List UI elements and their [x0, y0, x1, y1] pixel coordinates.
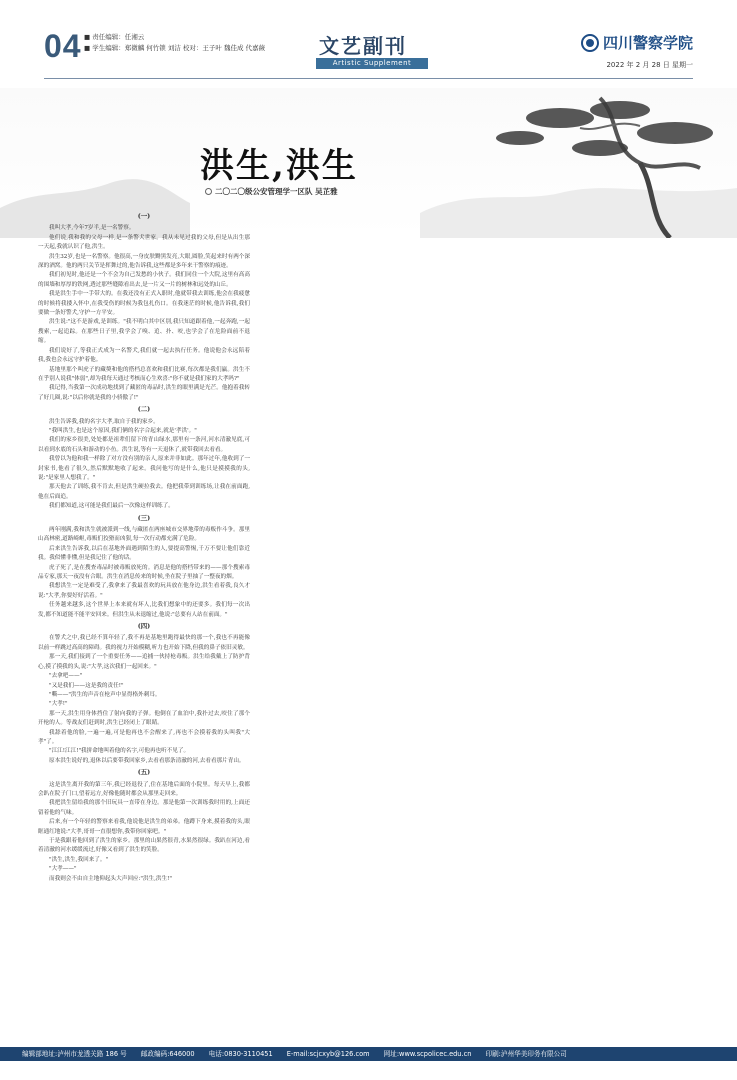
article-paragraph: 后来,有一个年轻的警察来看我,他说他是洪生的弟弟。他蹲下身来,摸着我的头,眼眶通红地说:"大孝,哥哥一直很想你,我带你回家吧。": [38, 819, 250, 835]
article-paragraph: 洪生32岁,也是一名警察。他很高,一身皮肤黝黑发亮,大眼,圆脸,笑起来时有两个深深的酒窝。他的两只关节是挥舞过的,他告诉我,这些都是多年来干警察的痕迹。: [38, 253, 250, 270]
section-heading: (二): [137, 405, 151, 414]
article-paragraph: 而我则会不由自主地仰起头大声回应:"洪生,洪生!": [49, 875, 172, 882]
article-paragraph: 那一天,我们接到了一个重要任务——追捕一伙持枪毒贩。洪生给我戴上了防护背心,摸了摸我的头,说:"大孝,这次我们一起回来。": [38, 654, 250, 670]
bullet-circle-icon: [205, 188, 212, 195]
section-heading: (四): [137, 622, 151, 631]
article-paragraph: "大孝——": [49, 866, 77, 873]
article-paragraph: 他们说,我和我的父母一样,是一条警犬世家。我从未见过我的父母,但是从出生那一天起,我就认识了他,洪生。: [38, 234, 250, 251]
article-paragraph: 虎子死了,是在搜查毒品时被毒贩放死的。消息是他的搭档带来的——那个搜索毒品专家,那天一夜没有合眼。洪生在消息传来的时候,坐在院子里抽了一整夜的烟。: [38, 564, 250, 581]
article-title: 洪生,洪生: [200, 146, 358, 186]
author-name: 二〇二〇级公安管理学一区队 吴芷雅: [215, 187, 338, 196]
article-paragraph: 原本洪生说好的,退休以后要带我回家乡,去看看那条清澈的河,去看看那片青山。: [49, 757, 245, 764]
article-paragraph: 两年刚满,我和洪生就被派到一线,与藏匿在两座城市交界地带的毒贩作斗争。那里山高林密,道路崎岖,毒贩们狡猾而凶狠,每一次行动都充满了危险。: [38, 527, 250, 543]
emblem-icon: [581, 34, 599, 52]
article-paragraph: 任务越来越多,这个世界上本来就有坏人,比我们想象中的还要多。我们每一次出发,都不知道能不能平安回来。但洪生从未退缩过,他说:"总要有人站在前面。": [38, 602, 250, 618]
article-paragraph: 我们初见时,他还是一个不会为自己发愁的小伙子。我们同住一个大院,这里有高高的围墙和厚厚的铁网,透过那些缝隙看出去,是一片又一片的树林和远处的山丘。: [38, 272, 250, 288]
article-paragraph: 我把洪生留给我的那个旧玩具一直带在身边。那是他第一次训练我时用的,上面还留着他的气味。: [38, 800, 250, 816]
article-author: [205, 186, 338, 197]
footer-bar: [0, 1047, 737, 1061]
article-paragraph: 我想洪生一定是难受了,我拿来了我最喜欢的玩具放在他身边,洪生看着我,良久才说:"大孝,你要好好活着。": [38, 583, 250, 599]
footer-printer: 印刷:泸州华美印务有限公司: [485, 1050, 567, 1058]
article-paragraph: 基地里那个叫虎子的藏獒和他的搭档总喜欢和我们比赛,每次都是我们赢。洪生不在乎别人说我"体弱",却为我每天通过考核而心生欢喜:"你不就是我们家的大孝吗?": [38, 366, 250, 382]
editor-line: ■ 责任编辑：任湘云: [84, 33, 145, 41]
article-paragraph: 于是我跟着他回到了洪生的家乡。那里的山果然很青,水果然很绿。我趴在河边,看着清澈的河水缓缓流过,好像又看到了洪生的笑脸。: [38, 838, 250, 854]
article-paragraph: 这是洪生离开我的第三年,我已经退役了,住在基地后面的小院里。每天早上,我都会趴在院子门口,望着远方,好像他随时都会从那里走回来。: [38, 781, 250, 797]
article-paragraph: 在警犬之中,我已经不算年轻了,我不再是基地里跑得最快的那一个,我也不再能像以前一样跳过高高的障碍。我的视力开始模糊,听力也开始下降,但我的鼻子依旧灵敏。: [38, 635, 250, 651]
page-number: 04: [44, 28, 82, 64]
section-title: 文艺副刊: [319, 34, 407, 58]
article-paragraph: 洪生说:"这不是游戏,是训练。"我不明白其中区别,我只知道跟着他,一起奔跑,一起搜索,一起追踪。在那些日子里,我学会了嗅、追、扑、咬,也学会了在危险面前不退缩。: [38, 319, 250, 345]
editor-info: [84, 32, 265, 54]
article-paragraph: 我们的家乡很美,处处都是祖辈们留下的青山绿水,那里有一条河,河水清澈见底,可以看到水底的石头和游动的小鱼。洪生说,等有一天退休了,就带我回去看看。: [38, 437, 250, 453]
article-paragraph: 我记得,当我第一次成功地找到了藏匿的毒品时,洪生的眼里满是光芒。他抱着我转了好几圈,说:"以后你就是我的小骄傲了!": [38, 385, 250, 401]
article-paragraph: 那一天,洪生用身体挡住了射向我的子弹。他倒在了血泊中,我扑过去,咬住了那个开枪的人。等战友们赶到时,洪生已经闭上了眼睛。: [38, 710, 250, 727]
article-paragraph: "又是我们——这是我的责任!": [49, 682, 124, 689]
article-body: [38, 210, 702, 1010]
article-paragraph: 我是洪生手中一手带大的。在我还没有正式入职时,他就带我去训练,他会在我疲惫的时候将我搂入怀中,在我受伤的时候为我包扎伤口。在我迷茫的时候,他告诉我,我们要做一条好警犬,守护一方平安。: [38, 291, 250, 317]
article-paragraph: 我叫大孝,今年7岁半,是一名警察。: [49, 225, 135, 232]
article-paragraph: 那天他去了训练,我不肯去,但是洪生硬拉我去。他把我带到训练场,让我在前面跑,他在后面追。: [38, 484, 250, 500]
footer-postcode: 邮政编码:646000: [140, 1050, 195, 1058]
article-paragraph: "洪生,洪生,我回来了。": [49, 856, 109, 863]
article-paragraph: 我舔着他的脸,一遍一遍,可是他再也不会醒来了,再也不会摸着我的头叫我"大孝"了。: [38, 729, 250, 745]
article-paragraph: "去拿吧——": [49, 673, 83, 680]
article-paragraph: 后来洪生告诉我,以后在基地外面遇到陌生的人,要提高警惕,千万不要让他们靠近我。我似懂非懂,但是我记住了他的话。: [38, 545, 250, 562]
article-paragraph: "江江!江江!"我拼命地叫着他的名字,可他再也听不见了。: [49, 748, 190, 755]
section-subtitle: Artistic Supplement: [316, 58, 428, 69]
student-editor-line: ■ 学生编辑：郑微麟 何竹锁 刘洁 校对：王子叶 魏佳成 代嘉薇: [84, 44, 266, 52]
section-heading: (一): [137, 212, 151, 220]
section-heading: (五): [137, 768, 151, 777]
article-paragraph: 洪生告诉我,我的名字大孝,取自于我的家乡。: [49, 418, 159, 425]
article-paragraph: 我曾以为他和我一样除了对方没有别的亲人,原来并非如此。那年过年,他收到了一封家书,他看了很久,然后默默地收了起来。我问他写的是什么,他只是摸摸我的头,说:"是家里人想我了。": [38, 456, 250, 481]
footer-phone: 电话:0830-3110451: [208, 1050, 273, 1058]
article-paragraph: "大孝!": [49, 701, 68, 708]
footer-address: 编辑部地址:泸州市龙透关路 186 号: [22, 1050, 127, 1058]
header-rule: [44, 78, 693, 79]
footer-email: E-mail:scjcxyb@126.com: [286, 1050, 370, 1058]
college-logo: [581, 32, 693, 53]
logo-text: 四川警察学院: [602, 34, 693, 52]
article-paragraph: "我叫洪生,也是这个原因,我们俩的名字合起来,就是'孝洪'。": [49, 427, 197, 434]
section-heading: (三): [137, 513, 151, 522]
issue-date: 2022 年 2 月 28 日 星期一: [606, 61, 693, 69]
article-paragraph: 我们说好了,等我正式成为一名警犬,我们就一起去执行任务。他说他会永远陪着我,我也会永远守护着他。: [38, 347, 250, 364]
article-paragraph: 我们都知道,这可能是我们最后一次像这样训练了。: [49, 503, 174, 510]
footer-website: 网址:www.scpolicec.edu.cn: [383, 1050, 472, 1058]
masthead: [14, 28, 723, 88]
article-paragraph: "嘶——"洪生的声音在枪声中显得格外刺耳。: [49, 691, 161, 698]
